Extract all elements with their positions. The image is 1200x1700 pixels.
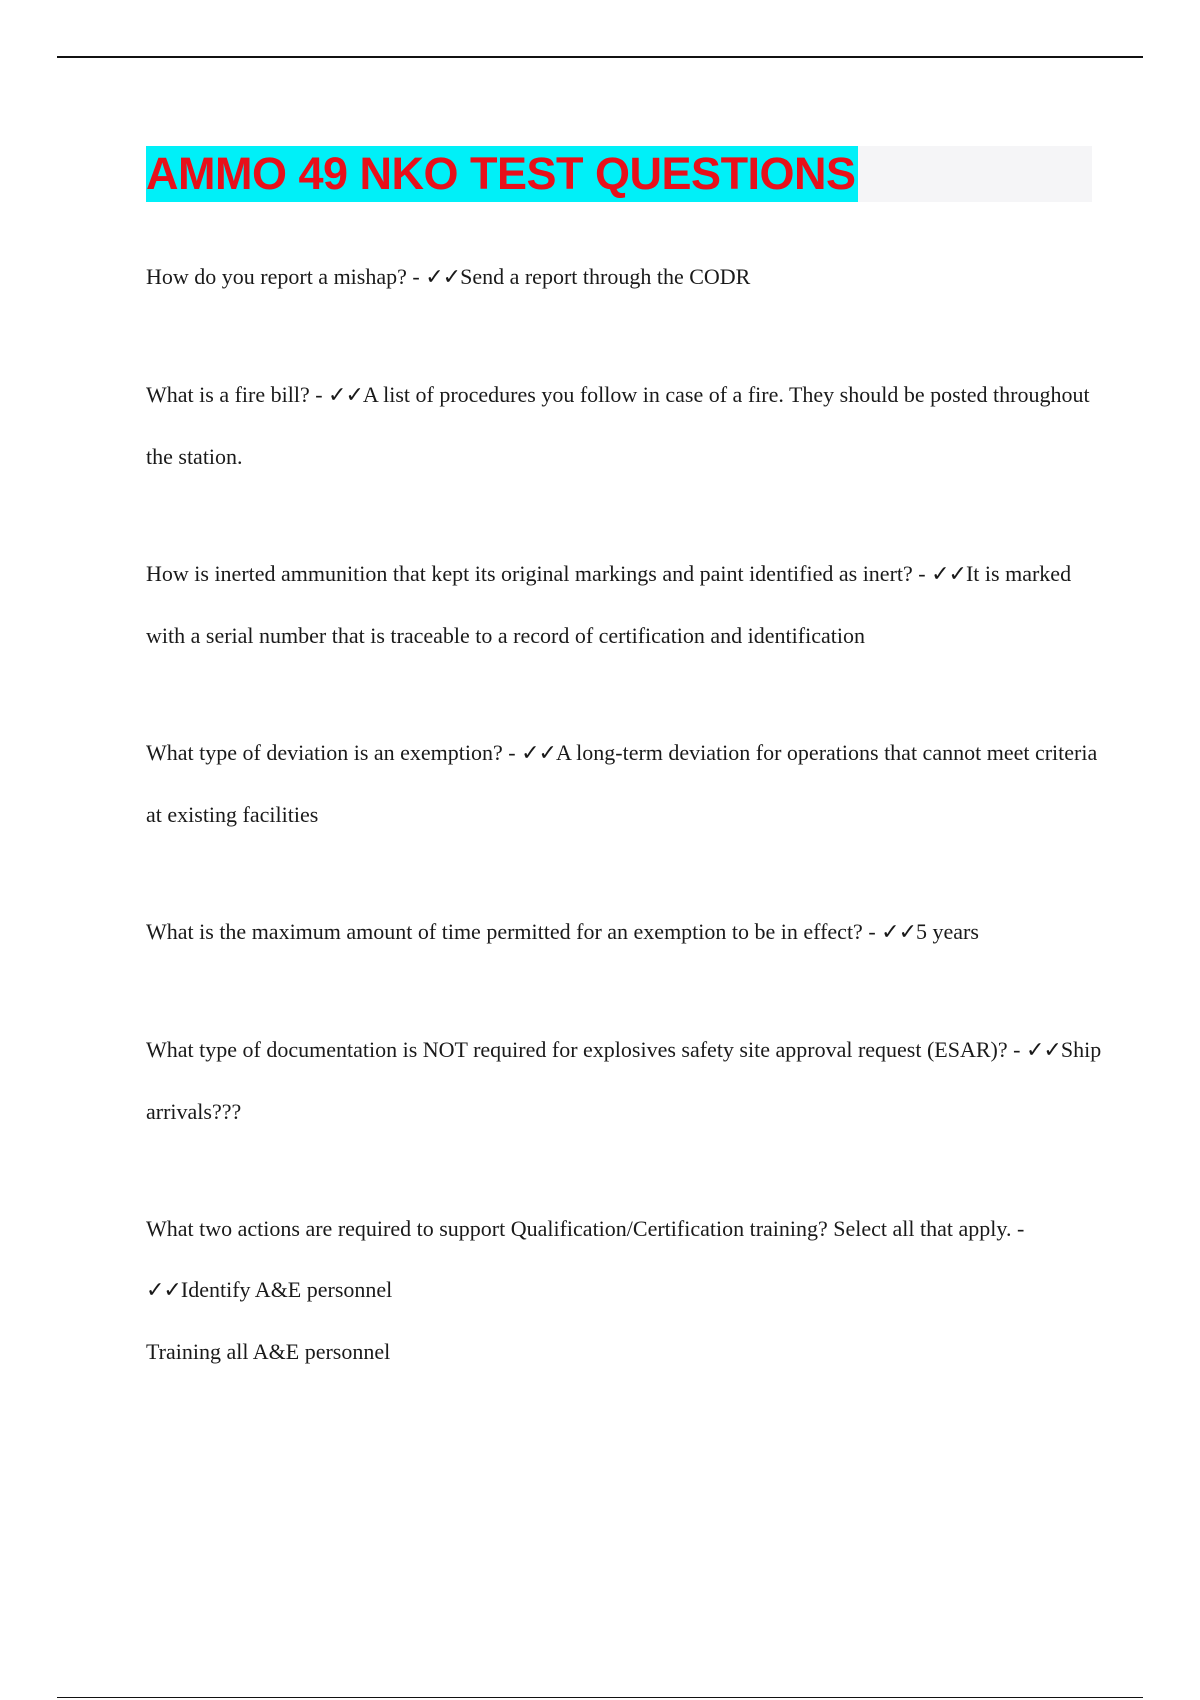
answer-text: A long-term deviation for operations that cannot meet criteria at existing facilities: [146, 740, 1098, 827]
double-check-icon: ✓✓: [881, 920, 917, 945]
qa-item: [146, 543, 1106, 666]
answer-text: A list of procedures you follow in case of a fire. They should be posted throughout the station.: [146, 382, 1090, 469]
qa-item: [146, 1198, 1106, 1382]
answer-text: Send a report through the CODR: [460, 264, 751, 289]
qa-item: [146, 901, 1106, 963]
double-check-icon: ✓✓: [425, 265, 461, 290]
double-check-icon: ✓✓: [328, 383, 363, 408]
double-check-icon: ✓✓: [1025, 1038, 1061, 1063]
question-text: What type of deviation is an exemption? -: [146, 740, 522, 765]
question-text: How do you report a mishap? -: [146, 264, 426, 289]
question-text: What two actions are required to support Qualification/Certification training? Select all that apply. -: [146, 1216, 1025, 1241]
qa-item: [146, 722, 1106, 845]
qa-list: [146, 246, 1106, 1438]
answer-text: Ship arrivals???: [146, 1037, 1102, 1124]
question-text: What is the maximum amount of time permitted for an exemption to be in effect? -: [146, 919, 882, 944]
question-text: What type of documentation is NOT required for explosives safety site approval request (ESAR)? -: [146, 1037, 1026, 1062]
qa-item: [146, 246, 1106, 308]
question-text: What is a fire bill? -: [146, 382, 329, 407]
top-rule: [57, 56, 1143, 58]
qa-item: [146, 364, 1106, 487]
qa-item: [146, 1019, 1106, 1142]
answer-text: Identify A&E personnel: [180, 1277, 393, 1302]
answer-text: It is marked with a serial number that is traceable to a record of certification and identification: [146, 561, 1072, 648]
answer-text: 5 years: [916, 919, 979, 944]
double-check-icon: ✓✓: [146, 1278, 181, 1303]
answer-extra-text: Training all A&E personnel: [146, 1339, 391, 1364]
double-check-icon: ✓✓: [521, 741, 556, 766]
question-text: How is inerted ammunition that kept its original markings and paint identified as inert? -: [146, 561, 932, 586]
document-title: AMMO 49 NKO TEST QUESTIONS: [146, 146, 858, 202]
bottom-rule: [57, 1697, 1143, 1698]
double-check-icon: ✓✓: [931, 562, 966, 587]
